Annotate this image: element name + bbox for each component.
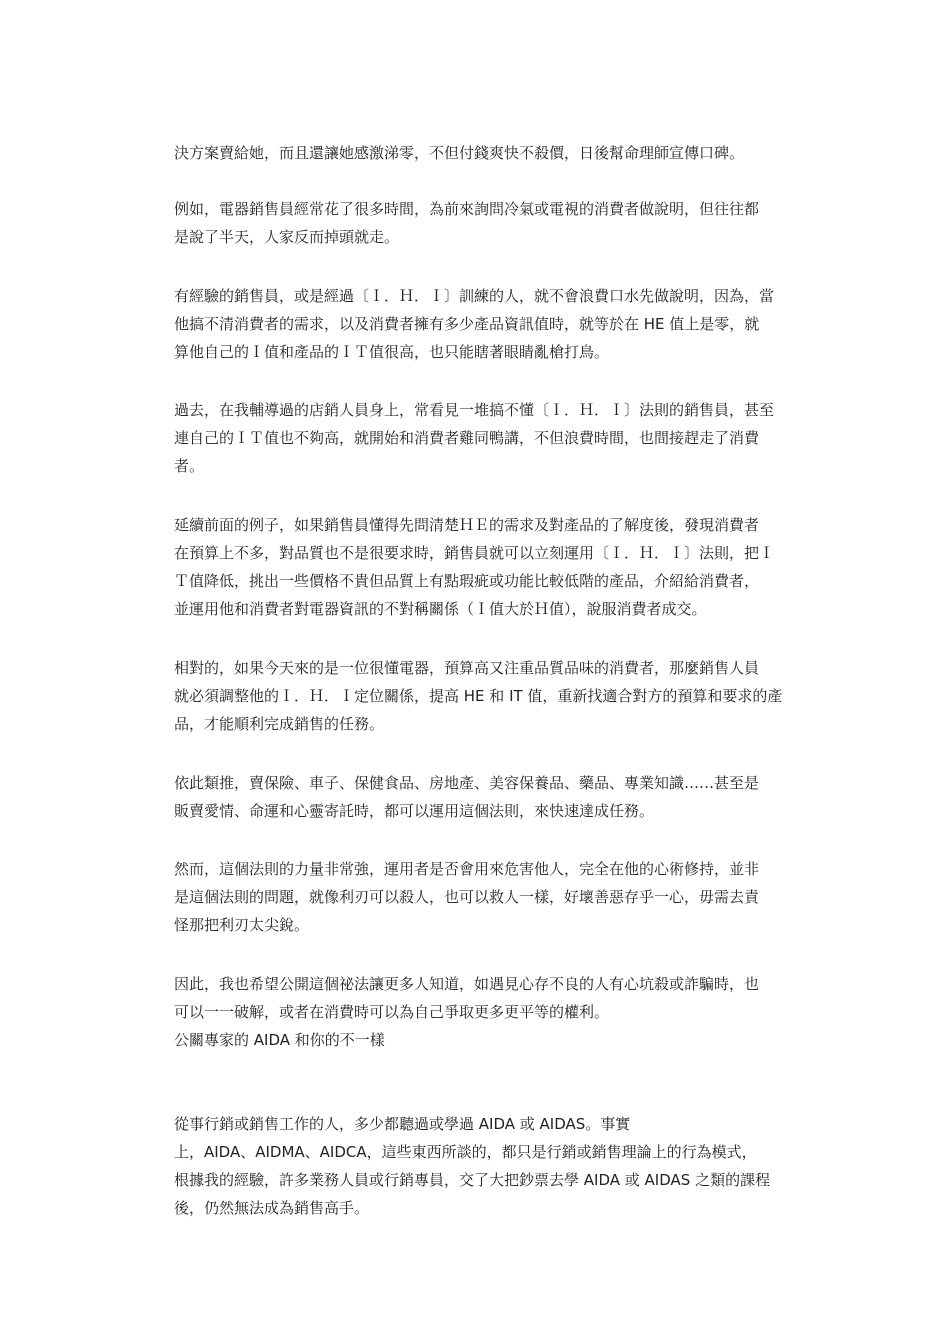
text-line: 者。 [174, 457, 205, 475]
text-line: 根據我的經驗，許多業務人員或行銷專員，交了大把鈔票去學 AIDA 或 AIDAS 之類的課程 [174, 1171, 771, 1189]
text-line: 可以一一破解，或者在消費時可以為自己爭取更多更平等的權利。 [174, 1003, 610, 1021]
paragraph-4 [174, 396, 814, 480]
paragraph-5 [174, 511, 814, 623]
text-line: 是說了半天，人家反而掉頭就走。 [174, 228, 400, 246]
text-line: 連自己的ＩＴ值也不夠高，就開始和消費者雞同鴨講，不但浪費時間，也間接趕走了消費 [174, 429, 760, 447]
text-line: 延續前面的例子，如果銷售員懂得先問清楚ＨＥ的需求及對產品的了解度後，發現消費者 [174, 516, 760, 534]
paragraph-8 [174, 855, 814, 939]
paragraph-10 [174, 1110, 814, 1222]
paragraph-1 [174, 139, 814, 167]
text-line: 是這個法則的問題，就像利刃可以殺人，也可以救人一樣，好壞善惡存乎一心，毋需去責 [174, 888, 760, 906]
text-line: Ｔ值降低，挑出一些價格不貴但品質上有點瑕疵或功能比較低階的產品，介紹給消費者， [174, 572, 760, 590]
text-line: 在預算上不多，對品質也不是很要求時，銷售員就可以立刻運用〔Ｉ．Ｈ．Ｉ〕法則，把Ｉ [174, 544, 775, 562]
paragraph-3 [174, 282, 814, 366]
text-line: 就必須調整他的Ｉ．Ｈ．Ｉ定位關係，提高 HE 和 IT 值，重新找適合對方的預算和要求的產 [174, 687, 783, 705]
section-heading: 公關專家的 AIDA 和你的不一樣 [174, 1031, 385, 1049]
text-line: 怪那把利刃太尖銳。 [174, 916, 310, 934]
text-line: 上，AIDA、AIDMA、AIDCA，這些東西所談的，都只是行銷或銷售理論上的行為模式， [174, 1143, 757, 1161]
text-line: 過去，在我輔導過的店銷人員身上，常看見一堆搞不懂〔Ｉ．Ｈ．Ｉ〕法則的銷售員，甚至 [174, 401, 775, 419]
text-line: 相對的，如果今天來的是一位很懂電器，預算高又注重品質品味的消費者，那麼銷售人員 [174, 659, 760, 677]
paragraph-2 [174, 195, 814, 251]
text-line: 販賣愛情、命運和心靈寄託時，都可以運用這個法則，來快速達成任務。 [174, 802, 655, 820]
paragraph-9 [174, 970, 814, 1054]
text-line: 品，才能順利完成銷售的任務。 [174, 715, 385, 733]
paragraph-6 [174, 654, 814, 738]
text-line: 有經驗的銷售員，或是經過〔Ｉ．Ｈ．Ｉ〕訓練的人，就不會浪費口水先做說明，因為，當 [174, 287, 775, 305]
text-line: 算他自己的Ｉ值和產品的ＩＴ值很高，也只能瞎著眼睛亂槍打鳥。 [174, 343, 610, 361]
text-line: 決方案賣給她，而且還讓她感激涕零，不但付錢爽快不殺價，日後幫命理師宣傳口碑。 [174, 144, 745, 162]
text-line: 他搞不清消費者的需求，以及消費者擁有多少產品資訊值時，就等於在 HE 值上是零，就 [174, 315, 760, 333]
text-line: 並運用他和消費者對電器資訊的不對稱關係（Ｉ值大於Ｈ值），說服消費者成交。 [174, 600, 707, 618]
text-line: 因此，我也希望公開這個祕法讓更多人知道，如遇見心存不良的人有心坑殺或詐騙時，也 [174, 975, 760, 993]
text-line: 然而，這個法則的力量非常強，運用者是否會用來危害他人，完全在他的心術修持，並非 [174, 860, 760, 878]
text-line: 後，仍然無法成為銷售高手。 [174, 1199, 370, 1217]
paragraph-7 [174, 769, 814, 825]
text-line: 依此類推，賣保險、車子、保健食品、房地產、美容保養品、藥品、專業知識……甚至是 [174, 774, 760, 792]
text-line: 從事行銷或銷售工作的人，多少都聽過或學過 AIDA 或 AIDAS。事實 [174, 1115, 631, 1133]
text-line: 例如，電器銷售員經常花了很多時間，為前來詢問冷氣或電視的消費者做說明，但往往都 [174, 200, 760, 218]
